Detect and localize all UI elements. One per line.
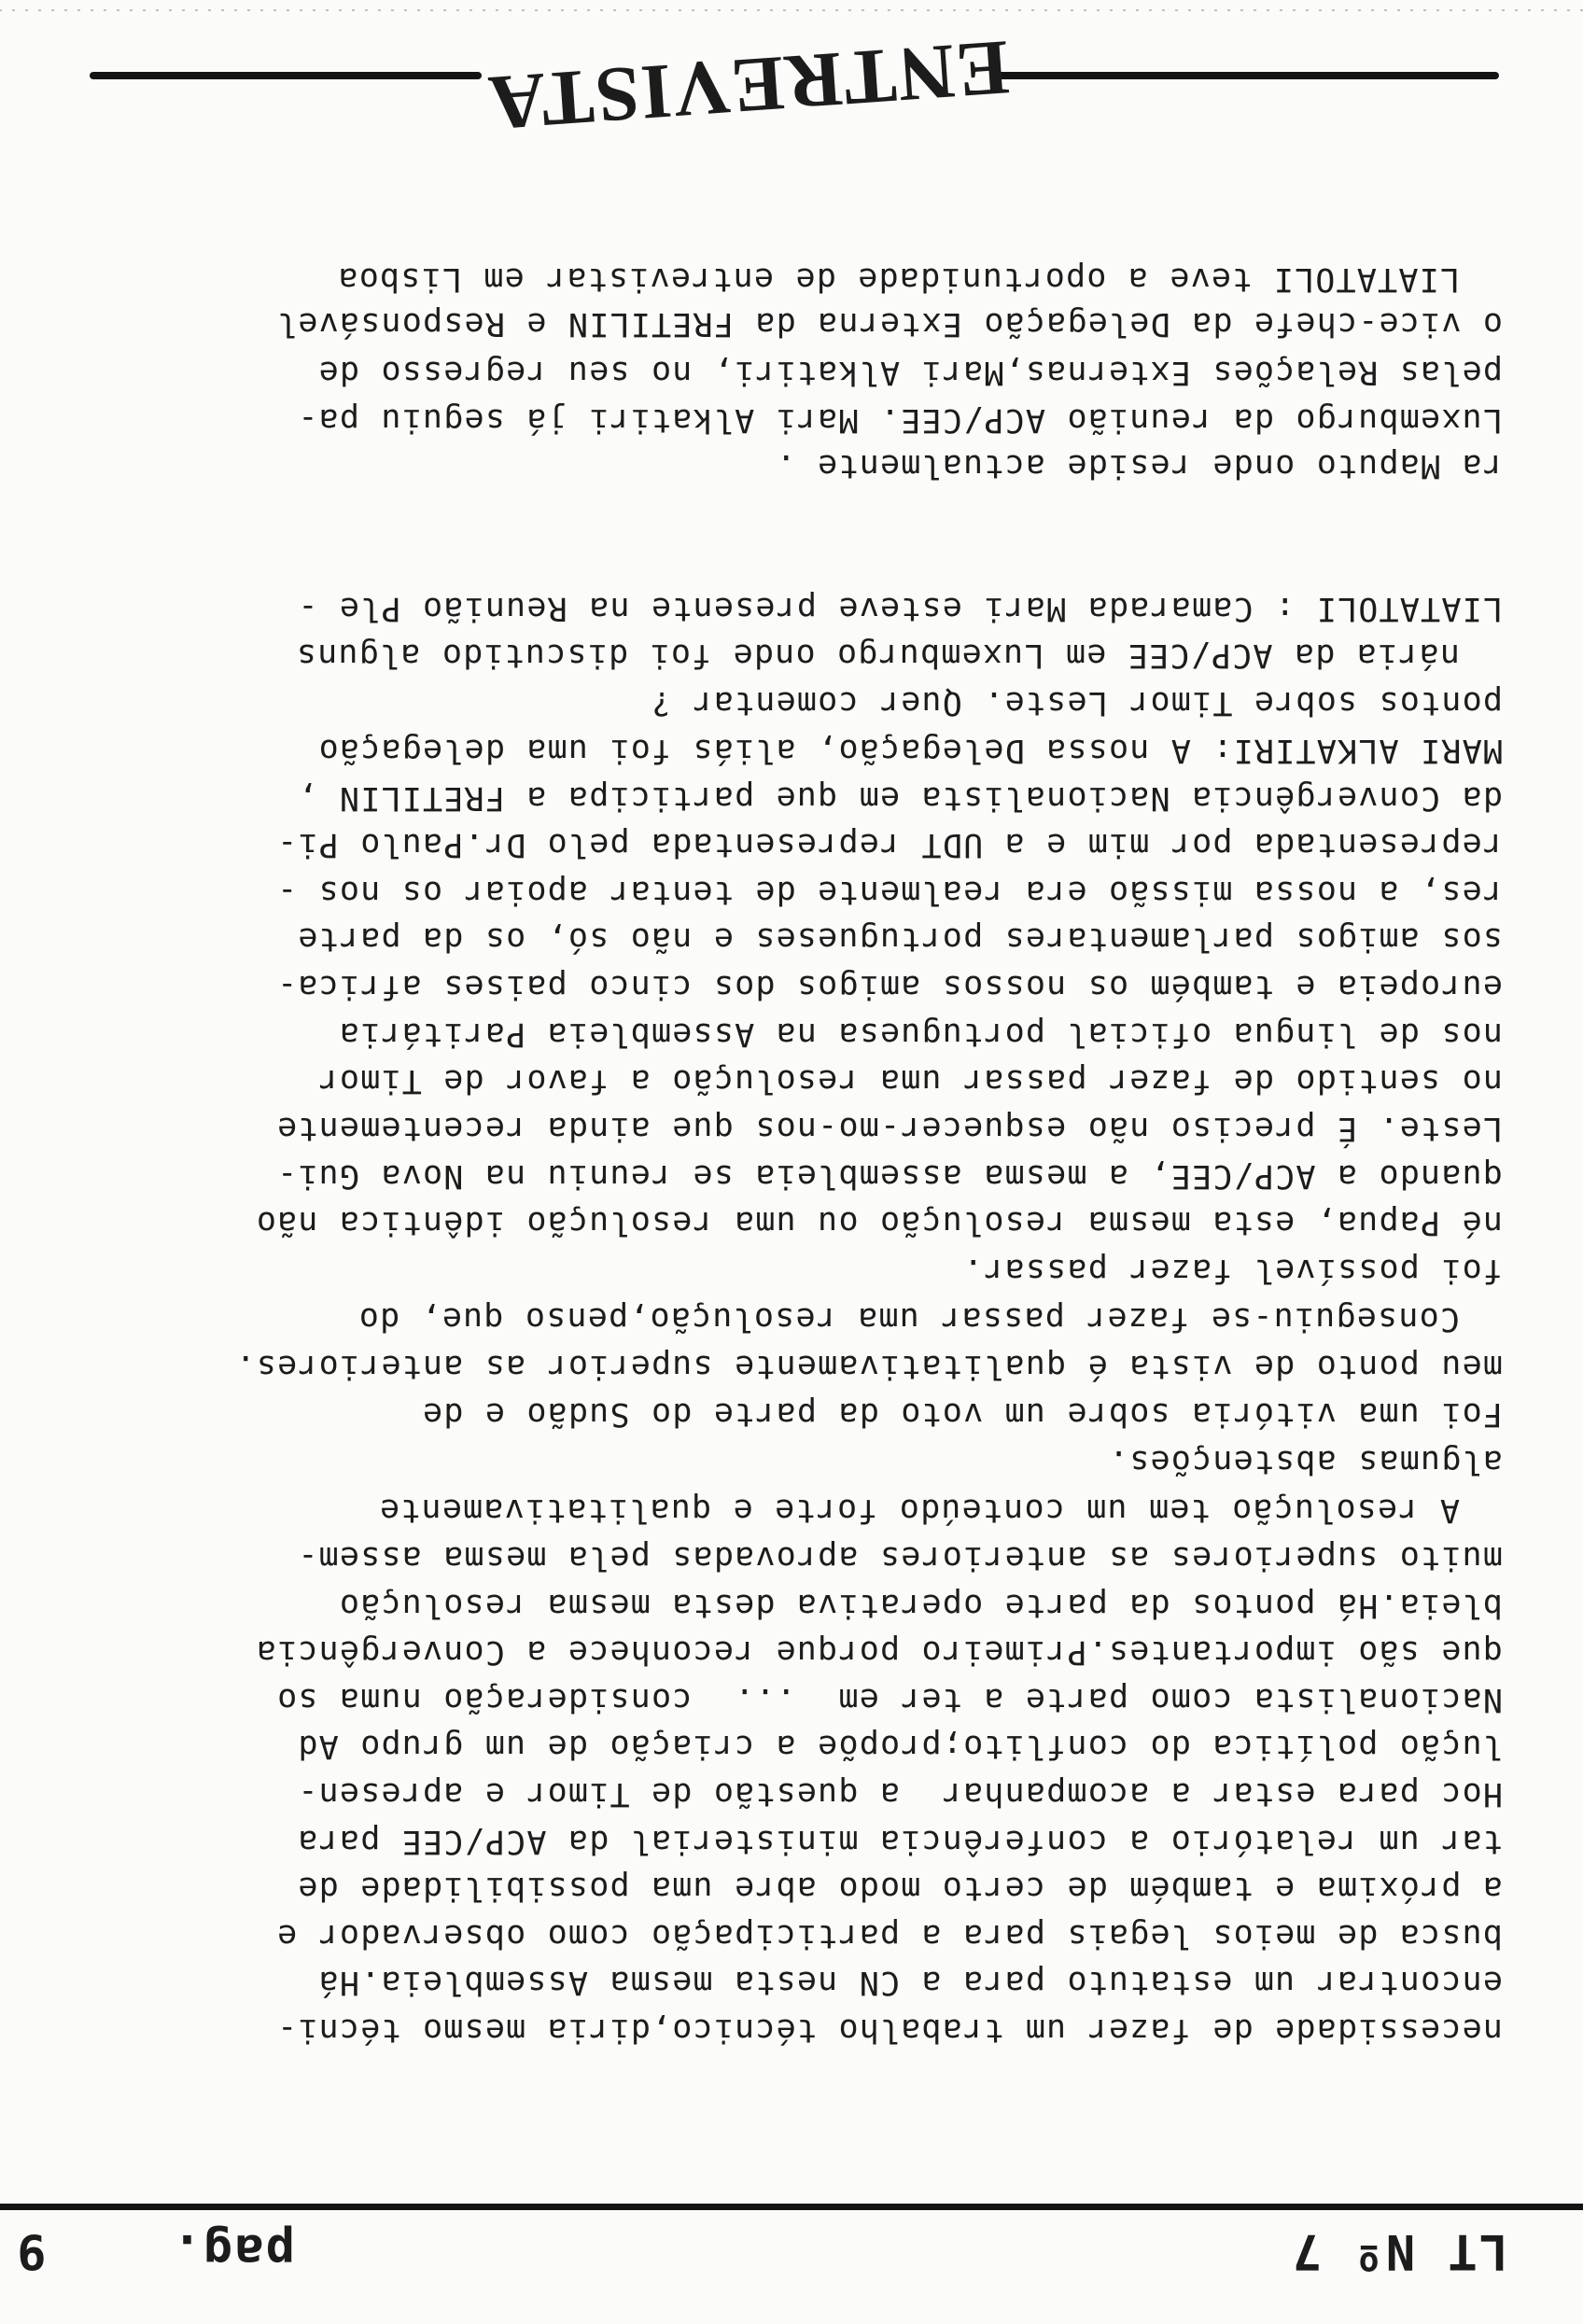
page-number-label	[15, 2223, 295, 2279]
title-rule-right	[90, 72, 482, 79]
text-line: no sentido de fazer passar uma resolução a favor de Timor	[317, 1062, 1503, 1099]
text-line: pelas Relações Externas,Mari Alkatiri, no seu regresso de	[317, 354, 1503, 391]
text-line: Hoc para estar a acompanhar a questão de Timor e apresen-	[297, 1775, 1503, 1813]
text-line: busca de meios legais para a participação como observador e	[275, 1917, 1503, 1954]
text-line: Leste. É preciso não esquecer-mo-nos que ainda recentemente	[275, 1110, 1503, 1147]
text-line: foi possível fazer passar.	[961, 1252, 1503, 1289]
title-rule-left	[995, 72, 1499, 79]
text-line: Foi uma vitória sobre um voto da parte do Sudão e de	[421, 1395, 1503, 1433]
text-line: Conseguiu-se fazer passar uma resolução,penso que, do	[357, 1300, 1460, 1337]
header-rule	[0, 2204, 1583, 2210]
text-line: né Papua, esta mesma resolução ou uma resolução idêntica não	[255, 1204, 1503, 1241]
text-line: da Convergência Nacionalista em que participa a FRETILIN ,	[297, 779, 1503, 817]
text-line: Nacionalista como parte a ter em ... consideração numa so	[275, 1681, 1503, 1718]
text-line: MARI ALKATIRI: A nossa Delegação, aliás foi uma delegação	[317, 732, 1503, 769]
text-line: lução política do conflito;propõe a criação de um grupo Ad	[297, 1728, 1503, 1765]
text-line: ra Maputo onde reside actualmente .	[775, 447, 1503, 484]
text-line: muito superiores as anteriores aprovadas pela mesma assem-	[297, 1539, 1503, 1576]
text-line: encontrar um estatuto para a CN nesta mesma Assembleia.Há	[317, 1964, 1503, 2001]
text-line: representada por mim e a UDT representada pelo Dr.Paulo Pi-	[275, 826, 1503, 863]
text-line: a próxima e também de certo modo abre uma possibilidade de	[297, 1869, 1503, 1907]
text-line: sos amigos parlamentares portugueses e não só, os da parte	[297, 920, 1503, 958]
text-line: o vice-chefe da Delegação Externa da FRETILIN e Responsável	[275, 305, 1503, 343]
text-line: Luxemburgo da reunião ACP/CEE. Mari Alkatiri já seguiu pa-	[297, 401, 1503, 439]
text-line: algumas abstenções.	[1107, 1443, 1503, 1480]
text-line: tar um relatório a conferência ministerial da ACP/CEE para	[297, 1823, 1503, 1860]
text-line: necessidade de fazer um trabalho técnico,diria mesmo técni-	[275, 2011, 1503, 2049]
text-line: A resolução tem um conteúdo forte e qualitativamente	[378, 1491, 1460, 1529]
text-line: LIATATOLI teve a oportunidade de entrevistar em Lisboa	[337, 260, 1460, 298]
text-line: LIATATOLI : Camarada Mari esteve presente na Reunião Ple -	[297, 590, 1503, 627]
text-line: nos de lingua oficial portuguesa na Assembleia Paritária	[338, 1015, 1503, 1053]
text-line: res, a nossa missão era realmente de tentar apoiar os nos -	[275, 874, 1503, 911]
text-line: pontos sobre Timor Leste. Quer comentar ?	[650, 684, 1503, 721]
text-line: que são importantes.Primeiro porque reconhece a Convergência	[255, 1633, 1503, 1671]
text-line: europeia e também os nossos amigos dos cinco paises africa-	[275, 968, 1503, 1005]
page-label: pag.	[170, 2223, 295, 2279]
text-line: meu ponto de vista é qualitativamente superior as anteriores.	[234, 1348, 1503, 1385]
text-line: nária da ACP/CEE em Luxemburgo onde foi discutido alguns	[295, 637, 1460, 674]
text-line: bleia.Há pontos da parte operativa desta mesma resolução	[338, 1587, 1503, 1624]
page-number: 9	[15, 2223, 47, 2279]
issue-label: LT Nº 7	[1290, 2223, 1508, 2279]
section-title: ENTREVISTA	[483, 23, 1012, 147]
scan-edge	[0, 9, 1583, 11]
text-line: quando a ACP/CEE, a mesma assembleia se reuniu na Nova Gui-	[275, 1157, 1503, 1195]
